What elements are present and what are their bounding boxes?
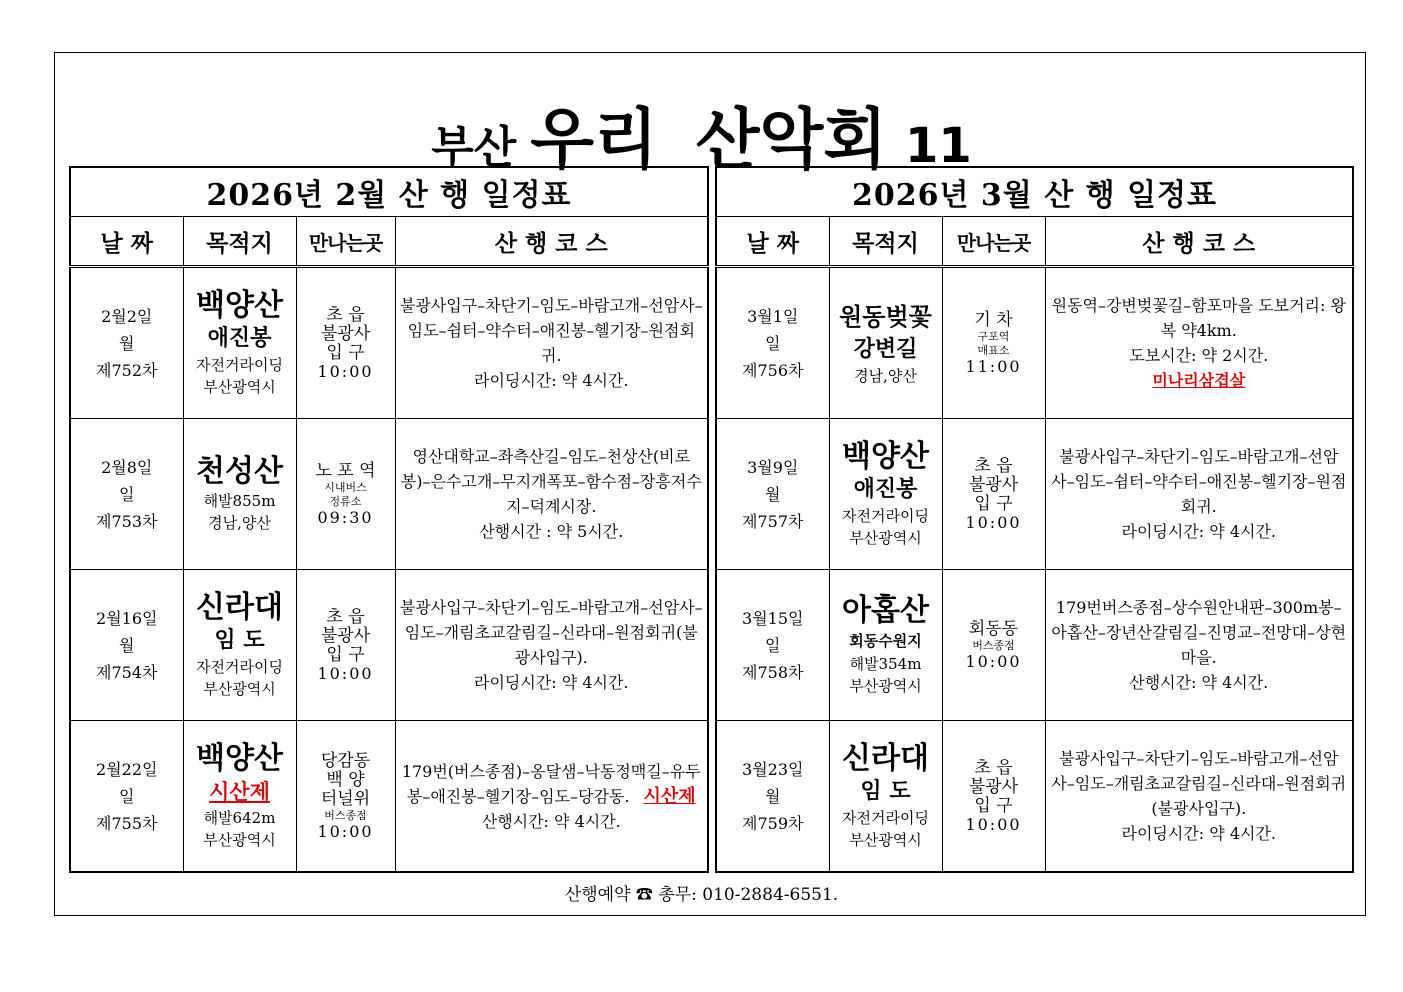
date-cell xyxy=(70,570,183,721)
course-cell xyxy=(1045,419,1353,570)
table-row xyxy=(70,721,708,873)
date-line: 3월9일 xyxy=(747,457,799,477)
destination-detail: 해발642m xyxy=(203,809,276,827)
meeting-time: 10:00 xyxy=(965,512,1022,532)
course-cell xyxy=(1045,570,1353,721)
meeting-place-note: 매표소 xyxy=(977,343,1010,357)
destination-cell xyxy=(829,570,942,721)
course-route: 불광사입구–차단기–임도–바람고개–선암사–임도–쉼터–약수터–애진봉–헬기장–원점회귀. xyxy=(1051,447,1347,516)
meeting-place-cell xyxy=(942,570,1045,721)
destination-detail: 해발855m xyxy=(203,492,276,510)
meeting-place-cell xyxy=(296,570,395,721)
course-route: 영산대학교–좌측산길–임도–천상산(비로봉)–은수고개–무지개폭포–함수점–장흥저수지–덕계시장. xyxy=(400,447,702,516)
meeting-place-line: 입 구 xyxy=(326,644,365,665)
course-duration: 라이딩시간: 약 4시간. xyxy=(1121,522,1276,541)
table-row xyxy=(716,419,1353,570)
title-part-3: 산악회 xyxy=(695,101,887,178)
destination-cell xyxy=(829,267,942,419)
destination-name: 백양산 xyxy=(842,439,929,474)
meeting-place-line: 당감동 xyxy=(320,750,371,771)
table-row xyxy=(70,419,708,570)
destination-detail: 자전거라이딩 xyxy=(842,507,929,525)
february-schedule-table xyxy=(69,166,709,873)
table-row xyxy=(70,267,708,419)
date-line: 제756차 xyxy=(742,360,804,380)
header-destination: 목적지 xyxy=(183,217,296,267)
meeting-place-line: 터널위 xyxy=(320,788,371,809)
course-route: 179번(버스종점)–옹달샘–낙동정맥길–유두봉–애진봉–헬기장–임도–당감동. xyxy=(401,761,701,806)
meeting-place-line: 불광사 xyxy=(320,625,371,646)
course-description xyxy=(399,293,705,368)
course-duration: 산행시간: 약 4시간. xyxy=(481,811,621,831)
course-description xyxy=(399,595,705,670)
destination-detail: 부산광역시 xyxy=(203,378,276,396)
date-line: 3월1일 xyxy=(747,306,799,326)
course-duration: 도보시간: 약 2시간. xyxy=(1129,346,1269,365)
date-line: 일 xyxy=(765,635,781,655)
destination-event-label: 시산제 xyxy=(209,780,270,804)
course-cell xyxy=(1045,721,1353,873)
destination-detail: 자전거라이딩 xyxy=(196,658,283,676)
header-course: 산 행 코 스 xyxy=(395,217,708,267)
course-description xyxy=(1049,746,1350,821)
destination-name: 신라대 xyxy=(842,741,929,776)
destination-cell xyxy=(829,721,942,873)
date-cell xyxy=(716,419,829,570)
destination-detail: 부산광역시 xyxy=(849,677,922,695)
destination-name: 원동벚꽃 xyxy=(839,303,932,331)
destination-name: 백양산 xyxy=(196,741,283,776)
title-part-1: 부산 xyxy=(431,122,517,173)
course-event-label: 시산제 xyxy=(643,785,696,807)
destination-name: 천성산 xyxy=(196,454,283,489)
date-line: 제758차 xyxy=(742,662,804,682)
destination-subtitle: 애진봉 xyxy=(853,477,918,502)
destination-cell xyxy=(183,721,296,873)
destination-cell xyxy=(183,267,296,419)
course-route: 179번버스종점–상수원안내판–300m봉–아홉산–장년산갈림길–진명교–전망대–상현마을. xyxy=(1051,598,1347,667)
march-schedule-table xyxy=(715,166,1354,873)
date-line: 일 xyxy=(119,484,135,504)
meeting-time: 09:30 xyxy=(317,507,374,527)
destination-cell xyxy=(183,570,296,721)
meeting-place-note: 구포역 xyxy=(977,329,1010,343)
course-description xyxy=(1049,444,1350,519)
course-duration: 라이딩시간: 약 4시간. xyxy=(1121,824,1276,843)
course-route: 원동역–강변벚꽃길–함포마을 도보거리: 왕복 약4km. xyxy=(1051,296,1346,340)
date-cell xyxy=(70,267,183,419)
table-body xyxy=(70,267,708,873)
table-row xyxy=(716,570,1353,721)
meeting-place-line: 초 읍 xyxy=(974,455,1013,476)
course-duration: 라이딩시간: 약 4시간. xyxy=(474,673,629,692)
header-meeting-place: 만나는곳 xyxy=(296,217,395,267)
date-line: 월 xyxy=(765,786,781,806)
destination-detail: 부산광역시 xyxy=(849,529,922,547)
destination-subtitle: 강변길 xyxy=(853,337,918,362)
destination-detail: 부산광역시 xyxy=(849,831,922,849)
header-date: 날 짜 xyxy=(70,217,183,267)
meeting-place-line: 불광사 xyxy=(320,323,371,344)
date-line: 2월8일 xyxy=(101,457,153,477)
course-route: 불광사입구–차단기–임도–바람고개–선암사–임도–개림초교갈림길–신라대–원점회귀(불광사입구). xyxy=(1051,749,1347,818)
date-line: 2월22일 xyxy=(96,759,158,779)
meeting-time: 10:00 xyxy=(317,361,374,381)
course-cell xyxy=(395,570,708,721)
destination-subtitle: 회동수원지 xyxy=(849,632,922,650)
course-route: 불광사입구–차단기–임도–바람고개–선암사–임도–개림초교갈림길–신라대–원점회귀(불광사입구). xyxy=(399,598,703,667)
header-course: 산 행 코 스 xyxy=(1045,217,1353,267)
date-line: 제753차 xyxy=(96,511,158,531)
destination-subtitle: 애진봉 xyxy=(207,326,272,351)
destination-detail: 자전거라이딩 xyxy=(842,809,929,827)
meeting-place-line: 불광사 xyxy=(968,776,1019,797)
date-cell xyxy=(716,267,829,419)
date-line: 제759차 xyxy=(742,813,804,833)
footer-contact: 산행예약 ☎ 총무: 010-2884-6551. xyxy=(564,885,839,905)
meeting-place-note: 버스종점 xyxy=(324,808,367,822)
date-line: 일 xyxy=(765,333,781,353)
destination-detail: 경남,양산 xyxy=(854,367,917,385)
destination-detail: 부산광역시 xyxy=(203,831,276,849)
date-line: 2월16일 xyxy=(96,608,158,628)
date-line: 제755차 xyxy=(96,813,158,833)
destination-detail: 경남,양산 xyxy=(208,514,271,532)
date-line: 2월2일 xyxy=(101,306,153,326)
destination-cell xyxy=(829,419,942,570)
header-date: 날 짜 xyxy=(716,217,829,267)
date-line: 월 xyxy=(119,333,135,353)
meeting-place-cell xyxy=(296,721,395,873)
table-row xyxy=(716,267,1353,419)
date-line: 월 xyxy=(119,635,135,655)
meeting-place-line: 초 읍 xyxy=(326,606,365,627)
meeting-place-note: 정류소 xyxy=(329,494,362,508)
meeting-place-cell xyxy=(942,267,1045,419)
meeting-place-line: 노 포 역 xyxy=(315,460,376,481)
meeting-place-line: 초 읍 xyxy=(974,757,1013,778)
destination-cell xyxy=(183,419,296,570)
meeting-time: 10:00 xyxy=(965,814,1022,834)
table-caption: 2026년 3월 산 행 일정표 xyxy=(716,167,1353,217)
header-meeting-place: 만나는곳 xyxy=(942,217,1045,267)
course-duration: 라이딩시간: 약 4시간. xyxy=(474,371,629,390)
destination-detail: 부산광역시 xyxy=(203,680,276,698)
course-event-label: 미나리삼겹살 xyxy=(1152,371,1246,390)
course-description xyxy=(1049,293,1350,343)
date-cell xyxy=(716,570,829,721)
date-line: 3월15일 xyxy=(742,608,804,628)
course-cell xyxy=(395,419,708,570)
meeting-place-cell xyxy=(296,267,395,419)
meeting-time: 10:00 xyxy=(317,663,374,683)
date-line: 제754차 xyxy=(96,662,158,682)
course-description xyxy=(399,444,705,519)
meeting-time: 11:00 xyxy=(965,356,1022,376)
course-description xyxy=(399,759,705,809)
course-duration: 산행시간: 약 4시간. xyxy=(1129,673,1269,692)
meeting-place-line: 초 읍 xyxy=(326,304,365,325)
course-description xyxy=(1049,595,1350,670)
header-destination: 목적지 xyxy=(829,217,942,267)
date-line: 제757차 xyxy=(742,511,804,531)
destination-name: 백양산 xyxy=(196,288,283,323)
meeting-place-line: 불광사 xyxy=(968,474,1019,495)
date-line: 3월23일 xyxy=(742,759,804,779)
meeting-place-cell xyxy=(942,419,1045,570)
meeting-place-note: 버스종점 xyxy=(972,638,1015,652)
meeting-place-line: 기 차 xyxy=(974,309,1013,330)
meeting-place-cell xyxy=(296,419,395,570)
destination-subtitle: 임 도 xyxy=(860,779,911,804)
meeting-place-line: 입 구 xyxy=(326,342,365,363)
date-cell xyxy=(70,419,183,570)
date-line: 제752차 xyxy=(96,360,158,380)
course-route: 불광사입구–차단기–임도–바람고개–선암사–임도–쉼터–약수터–애진봉–헬기장–원점회귀. xyxy=(399,296,703,365)
meeting-time: 10:00 xyxy=(317,821,374,841)
meeting-place-line: 입 구 xyxy=(974,493,1013,514)
table-body xyxy=(716,267,1353,873)
table-row xyxy=(70,570,708,721)
course-duration: 산행시간 : 약 5시간. xyxy=(479,522,624,541)
meeting-place-note: 시내버스 xyxy=(324,480,367,494)
table-row xyxy=(716,721,1353,873)
meeting-place-line: 회동동 xyxy=(968,618,1019,639)
title-part-2: 우리 xyxy=(530,101,658,178)
date-line: 일 xyxy=(119,786,135,806)
meeting-place-cell xyxy=(942,721,1045,873)
destination-detail: 자전거라이딩 xyxy=(196,356,283,374)
course-cell xyxy=(395,721,708,873)
title-part-4: 11 xyxy=(905,118,972,174)
meeting-place-line: 백 양 xyxy=(326,769,365,790)
destination-name: 아홉산 xyxy=(842,593,929,628)
date-cell xyxy=(716,721,829,873)
table-caption: 2026년 2월 산 행 일정표 xyxy=(70,167,708,217)
destination-name: 신라대 xyxy=(196,590,283,625)
date-cell xyxy=(70,721,183,873)
course-cell xyxy=(1045,267,1353,419)
course-cell xyxy=(395,267,708,419)
date-line: 월 xyxy=(765,484,781,504)
destination-subtitle: 임 도 xyxy=(214,628,265,653)
meeting-time: 10:00 xyxy=(965,651,1022,671)
meeting-place-line: 입 구 xyxy=(974,795,1013,816)
destination-detail: 해발354m xyxy=(849,655,922,673)
